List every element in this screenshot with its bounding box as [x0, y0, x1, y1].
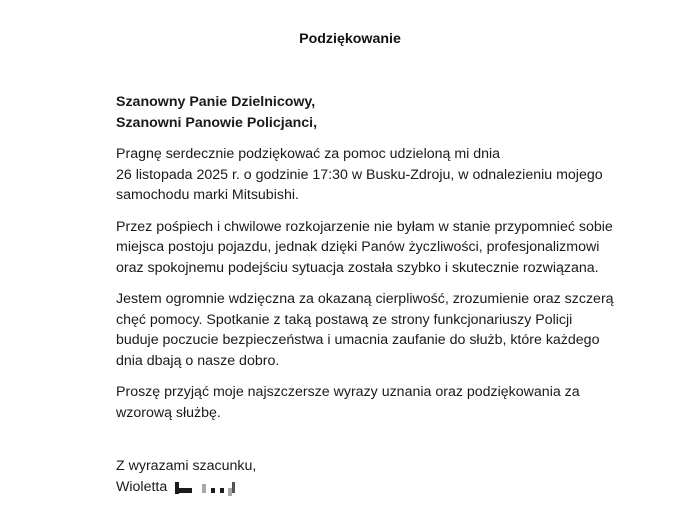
document-title: Podziękowanie [299, 31, 401, 47]
paragraph-line: Przez pośpiech i chwilowe rozkojarzenie nie byłam w stanie przypomnieć sobie [116, 218, 613, 235]
signature [116, 477, 256, 498]
paragraph-recognition [116, 382, 656, 423]
paragraph-line: oraz spokojnemu podejściu sytuacja została szybko i skutecznie rozwiązana. [116, 259, 599, 276]
paragraph-situation [116, 217, 656, 279]
closing-block [116, 456, 256, 497]
salutation [116, 92, 656, 133]
letter-body [116, 92, 656, 434]
paragraph-line: Jestem ogromnie wdzięczna za okazaną cierpliwość, zrozumienie oraz szczerą [116, 291, 614, 307]
closing-phrase: Z wyrazami szacunku, [116, 458, 257, 474]
paragraph-line: Proszę przyjąć moje najszczersze wyrazy uznania oraz podziękowania za [116, 384, 580, 400]
paragraph-thanks [116, 144, 656, 206]
paragraph-gratitude [116, 289, 656, 371]
paragraph-line: samochodu marki Mitsubishi. [116, 187, 299, 203]
salutation-line: Szanowny Panie Dzielnicowy, [116, 94, 316, 110]
signature-first-name: Wioletta [116, 478, 168, 495]
paragraph-line: buduje poczucie bezpieczeństwa i umacnia zaufanie do służb, które każdego [116, 332, 600, 348]
paragraph-line: miejsca postoju pojazdu, jednak dzięki Panów życzliwości, profesjonalizmowi [116, 239, 600, 255]
paragraph-line: chęć pomocy. Spotkanie z taką postawą ze strony funkcjonariuszy Policji [116, 311, 573, 328]
paragraph-line: dnia dbają o nasze dobro. [116, 352, 280, 369]
paragraph-line: Pragnę serdecznie podziękować za pomoc udzieloną mi dnia [116, 146, 501, 162]
paragraph-line: wzorową służbę. [116, 404, 221, 421]
redacted-surname [175, 480, 235, 496]
salutation-line: Szanowni Panowie Policjanci, [116, 114, 318, 131]
paragraph-line: 26 listopada 2025 r. o godzinie 17:30 w Busku-Zdroju, w odnalezieniu mojego [116, 166, 603, 183]
